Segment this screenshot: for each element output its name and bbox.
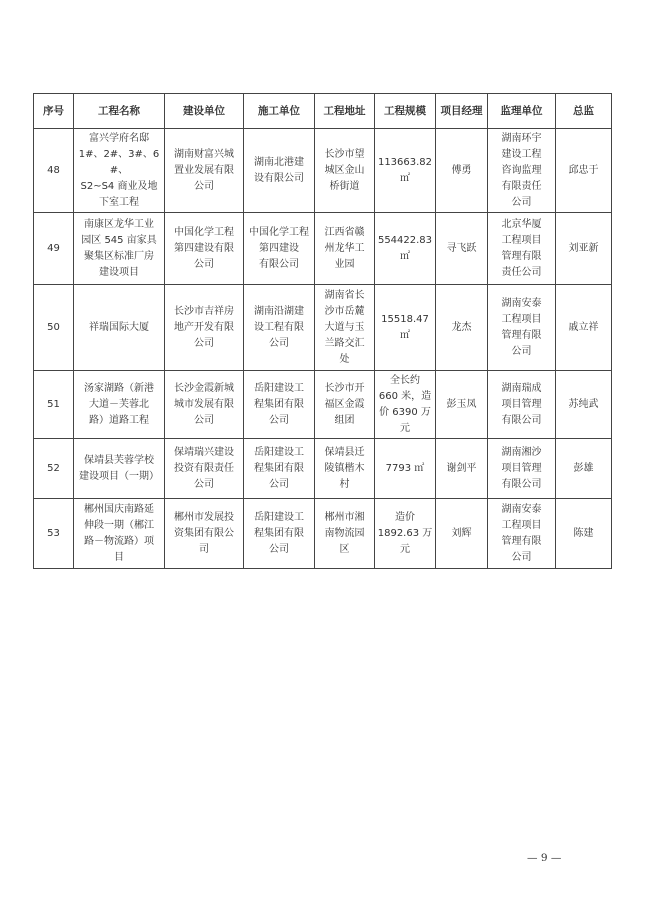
cell-line: 下室工程 <box>99 196 139 208</box>
cell-line: 村 <box>339 478 350 490</box>
cell-line: 湖南安泰 <box>501 297 542 309</box>
cell-line: 程集团有限 <box>254 462 304 474</box>
cell-line: 管理有限 <box>501 329 542 341</box>
cell-name <box>74 371 165 439</box>
cell-line: 区 <box>339 543 350 555</box>
cell-line: S2~S4 商业及地 <box>80 180 158 192</box>
cell-line: 湖南省长 <box>324 289 365 301</box>
cell-builder <box>165 213 244 285</box>
cell-line: 长沙市吉祥房 <box>174 305 234 317</box>
cell-line: 湖南环宇 <box>501 132 542 144</box>
table-row <box>34 499 612 569</box>
cell-line: 公司 <box>511 345 532 357</box>
cell-line: 湖南湘沙 <box>501 446 542 458</box>
cell-line: 工程项目 <box>501 313 542 325</box>
cell-line: 1#、2#、3#、6#、 <box>78 148 160 176</box>
cell-line: 路－物流路）项 <box>84 535 154 547</box>
cell-line: 大道与玉 <box>324 321 365 333</box>
cell-line: 江西省赣 <box>324 226 365 238</box>
cell-line: 中国化学工程 <box>249 226 309 238</box>
cell-name <box>74 285 165 371</box>
cell-line: 路）道路工程 <box>89 414 149 426</box>
cell-chief: 戚立祥 <box>556 285 612 371</box>
cell-line: 郴州国庆南路延 <box>84 503 154 515</box>
cell-line: 福区金霞 <box>324 398 365 410</box>
cell-line: 建设项目 <box>99 266 139 278</box>
cell-line: 项目管理 <box>501 462 542 474</box>
cell-line: ㎡ <box>400 250 410 262</box>
cell-line: 554422.83 <box>377 234 433 246</box>
cell-line: 管理有限 <box>501 535 542 547</box>
cell-line: 郴州市发展投 <box>174 511 234 523</box>
header-seq: 序号 <box>34 94 74 129</box>
cell-line: 桥街道 <box>329 180 360 192</box>
cell-line: 责任公司 <box>501 266 542 278</box>
cell-line: 有限公司 <box>501 414 542 426</box>
cell-line: 湖南北港建 <box>254 156 304 168</box>
cell-line: 113663.82 <box>377 156 433 168</box>
cell-scale <box>375 499 436 569</box>
header-name: 工程名称 <box>74 94 165 129</box>
header-address: 工程地址 <box>315 94 375 129</box>
cell-address <box>315 499 375 569</box>
cell-builder <box>165 371 244 439</box>
cell-address <box>315 285 375 371</box>
cell-manager: 傅勇 <box>436 129 488 213</box>
cell-scale <box>375 213 436 285</box>
cell-line: 咨询监理 <box>501 164 542 176</box>
cell-line: 工程项目 <box>501 234 542 246</box>
cell-supervisor <box>488 129 556 213</box>
cell-line: 湖南财富兴城 <box>174 148 234 160</box>
cell-address <box>315 371 375 439</box>
cell-builder <box>165 129 244 213</box>
cell-line: 有限公司 <box>501 478 542 490</box>
cell-address <box>315 213 375 285</box>
cell-supervisor <box>488 371 556 439</box>
cell-line: 公司 <box>194 478 214 490</box>
cell-scale <box>375 439 436 499</box>
cell-line: 公司 <box>269 414 289 426</box>
cell-scale <box>375 129 436 213</box>
cell-seq: 51 <box>34 371 74 439</box>
header-manager: 项目经理 <box>436 94 488 129</box>
cell-name <box>74 499 165 569</box>
cell-line: 岳阳建设工 <box>254 382 304 394</box>
cell-chief: 苏纯武 <box>556 371 612 439</box>
cell-line: 1892.63 万 <box>377 527 433 539</box>
cell-line: 元 <box>400 422 410 434</box>
cell-builder <box>165 285 244 371</box>
cell-line: 程集团有限 <box>254 527 304 539</box>
cell-contractor <box>244 371 315 439</box>
cell-contractor <box>244 285 315 371</box>
cell-line: 祥瑞国际大厦 <box>89 321 149 333</box>
cell-line: 第四建设 <box>259 242 299 254</box>
header-builder: 建设单位 <box>165 94 244 129</box>
cell-line: 沙市岳麓 <box>324 305 365 317</box>
cell-line: 投资有限责任 <box>174 462 234 474</box>
cell-line: 大道－芙蓉北 <box>89 398 149 410</box>
cell-line: 郴州市湘 <box>324 511 365 523</box>
cell-line: 保靖县芙蓉学校 <box>84 454 154 466</box>
cell-builder <box>165 499 244 569</box>
cell-line: ㎡ <box>400 172 410 184</box>
cell-line: 南物流园 <box>324 527 365 539</box>
header-scale: 工程规模 <box>375 94 436 129</box>
table-header-row <box>34 94 612 129</box>
page-number: — 9 — <box>527 852 562 864</box>
cell-line: 北京华厦 <box>501 218 542 230</box>
cell-line: 湖南瑞成 <box>501 382 542 394</box>
cell-manager: 刘辉 <box>436 499 488 569</box>
cell-contractor <box>244 439 315 499</box>
cell-line: 长沙金霞新城 <box>174 382 234 394</box>
cell-line: 全长约 <box>390 374 420 386</box>
cell-line: 公司 <box>511 551 532 563</box>
cell-line: 城市发展有限 <box>174 398 234 410</box>
cell-chief: 邱忠于 <box>556 129 612 213</box>
cell-manager: 谢剑平 <box>436 439 488 499</box>
cell-contractor <box>244 213 315 285</box>
cell-line: 资集团有限公 <box>174 527 234 539</box>
cell-line: ㎡ <box>400 329 410 341</box>
cell-line: 保靖县迁 <box>324 446 365 458</box>
cell-line: 管理有限 <box>501 250 542 262</box>
cell-line: 南康区龙华工业 <box>84 218 154 230</box>
cell-chief: 刘亚新 <box>556 213 612 285</box>
cell-line: 园区 545 亩家具 <box>81 234 157 246</box>
cell-line: 司 <box>199 543 209 555</box>
cell-address <box>315 129 375 213</box>
cell-line: 有限公司 <box>259 258 299 270</box>
cell-line: 州龙华工 <box>324 242 365 254</box>
cell-line: 7793 ㎡ <box>385 462 425 474</box>
table-row <box>34 439 612 499</box>
cell-line: 建设工程 <box>501 148 542 160</box>
cell-name <box>74 129 165 213</box>
cell-line: 富兴学府名邸 <box>89 132 149 144</box>
cell-line: 目 <box>114 551 124 563</box>
cell-line: 城区金山 <box>324 164 365 176</box>
cell-manager: 彭玉凤 <box>436 371 488 439</box>
cell-seq: 49 <box>34 213 74 285</box>
cell-supervisor <box>488 285 556 371</box>
cell-line: 公司 <box>269 478 289 490</box>
cell-line: 中国化学工程 <box>174 226 234 238</box>
cell-line: 处 <box>339 353 350 365</box>
cell-line: 项目管理 <box>501 398 542 410</box>
cell-line: 公司 <box>511 196 532 208</box>
cell-line: 业园 <box>334 258 355 270</box>
cell-line: 设有限公司 <box>254 172 304 184</box>
cell-line: 公司 <box>269 543 289 555</box>
cell-line: 长沙市望 <box>324 148 365 160</box>
cell-line: 元 <box>400 543 410 555</box>
cell-line: 660 米，造 <box>378 390 432 402</box>
table-row <box>34 285 612 371</box>
cell-line: 第四建设有限 <box>174 242 234 254</box>
header-supervisor: 监理单位 <box>488 94 556 129</box>
cell-line: 15518.47 <box>381 313 429 325</box>
cell-line: 湖南沿湖建 <box>254 305 304 317</box>
cell-line: 有限责任 <box>501 180 542 192</box>
cell-manager: 龙杰 <box>436 285 488 371</box>
cell-line: 伸段一期（郴江 <box>84 519 154 531</box>
cell-line: 公司 <box>194 180 214 192</box>
cell-line: 程集团有限 <box>254 398 304 410</box>
cell-contractor <box>244 129 315 213</box>
cell-builder <box>165 439 244 499</box>
cell-supervisor <box>488 213 556 285</box>
cell-line: 公司 <box>194 258 214 270</box>
cell-line: 保靖瑞兴建设 <box>174 446 234 458</box>
cell-address <box>315 439 375 499</box>
cell-seq: 53 <box>34 499 74 569</box>
cell-line: 公司 <box>269 337 289 349</box>
cell-line: 置业发展有限 <box>174 164 234 176</box>
cell-line: 陵镇楷木 <box>324 462 365 474</box>
cell-seq: 52 <box>34 439 74 499</box>
header-chief: 总监 <box>556 94 612 129</box>
cell-scale <box>375 371 436 439</box>
cell-supervisor <box>488 499 556 569</box>
cell-seq: 50 <box>34 285 74 371</box>
cell-chief: 彭雄 <box>556 439 612 499</box>
cell-line: 长沙市开 <box>324 382 365 394</box>
table-row <box>34 371 612 439</box>
cell-name <box>74 439 165 499</box>
cell-seq: 48 <box>34 129 74 213</box>
table-body <box>34 129 612 569</box>
cell-chief: 陈建 <box>556 499 612 569</box>
cell-line: 设工程有限 <box>254 321 304 333</box>
cell-line: 组团 <box>334 414 355 426</box>
cell-line: 造价 <box>395 511 415 523</box>
header-contractor: 施工单位 <box>244 94 315 129</box>
cell-line: 岳阳建设工 <box>254 511 304 523</box>
cell-line: 湖南安泰 <box>501 503 542 515</box>
cell-line: 地产开发有限 <box>174 321 234 333</box>
cell-line: 公司 <box>194 414 214 426</box>
cell-line: 聚集区标准厂房 <box>84 250 154 262</box>
cell-contractor <box>244 499 315 569</box>
cell-supervisor <box>488 439 556 499</box>
cell-scale <box>375 285 436 371</box>
table-row <box>34 129 612 213</box>
cell-name <box>74 213 165 285</box>
project-table <box>33 93 612 569</box>
cell-line: 岳阳建设工 <box>254 446 304 458</box>
cell-line: 汤家湖路（新港 <box>84 382 154 394</box>
table-row <box>34 213 612 285</box>
cell-line: 价 6390 万 <box>379 406 431 418</box>
cell-manager: 寻飞跃 <box>436 213 488 285</box>
cell-line: 兰路交汇 <box>324 337 365 349</box>
cell-line: 建设项目（一期） <box>79 470 159 482</box>
cell-line: 工程项目 <box>501 519 542 531</box>
cell-line: 公司 <box>194 337 214 349</box>
